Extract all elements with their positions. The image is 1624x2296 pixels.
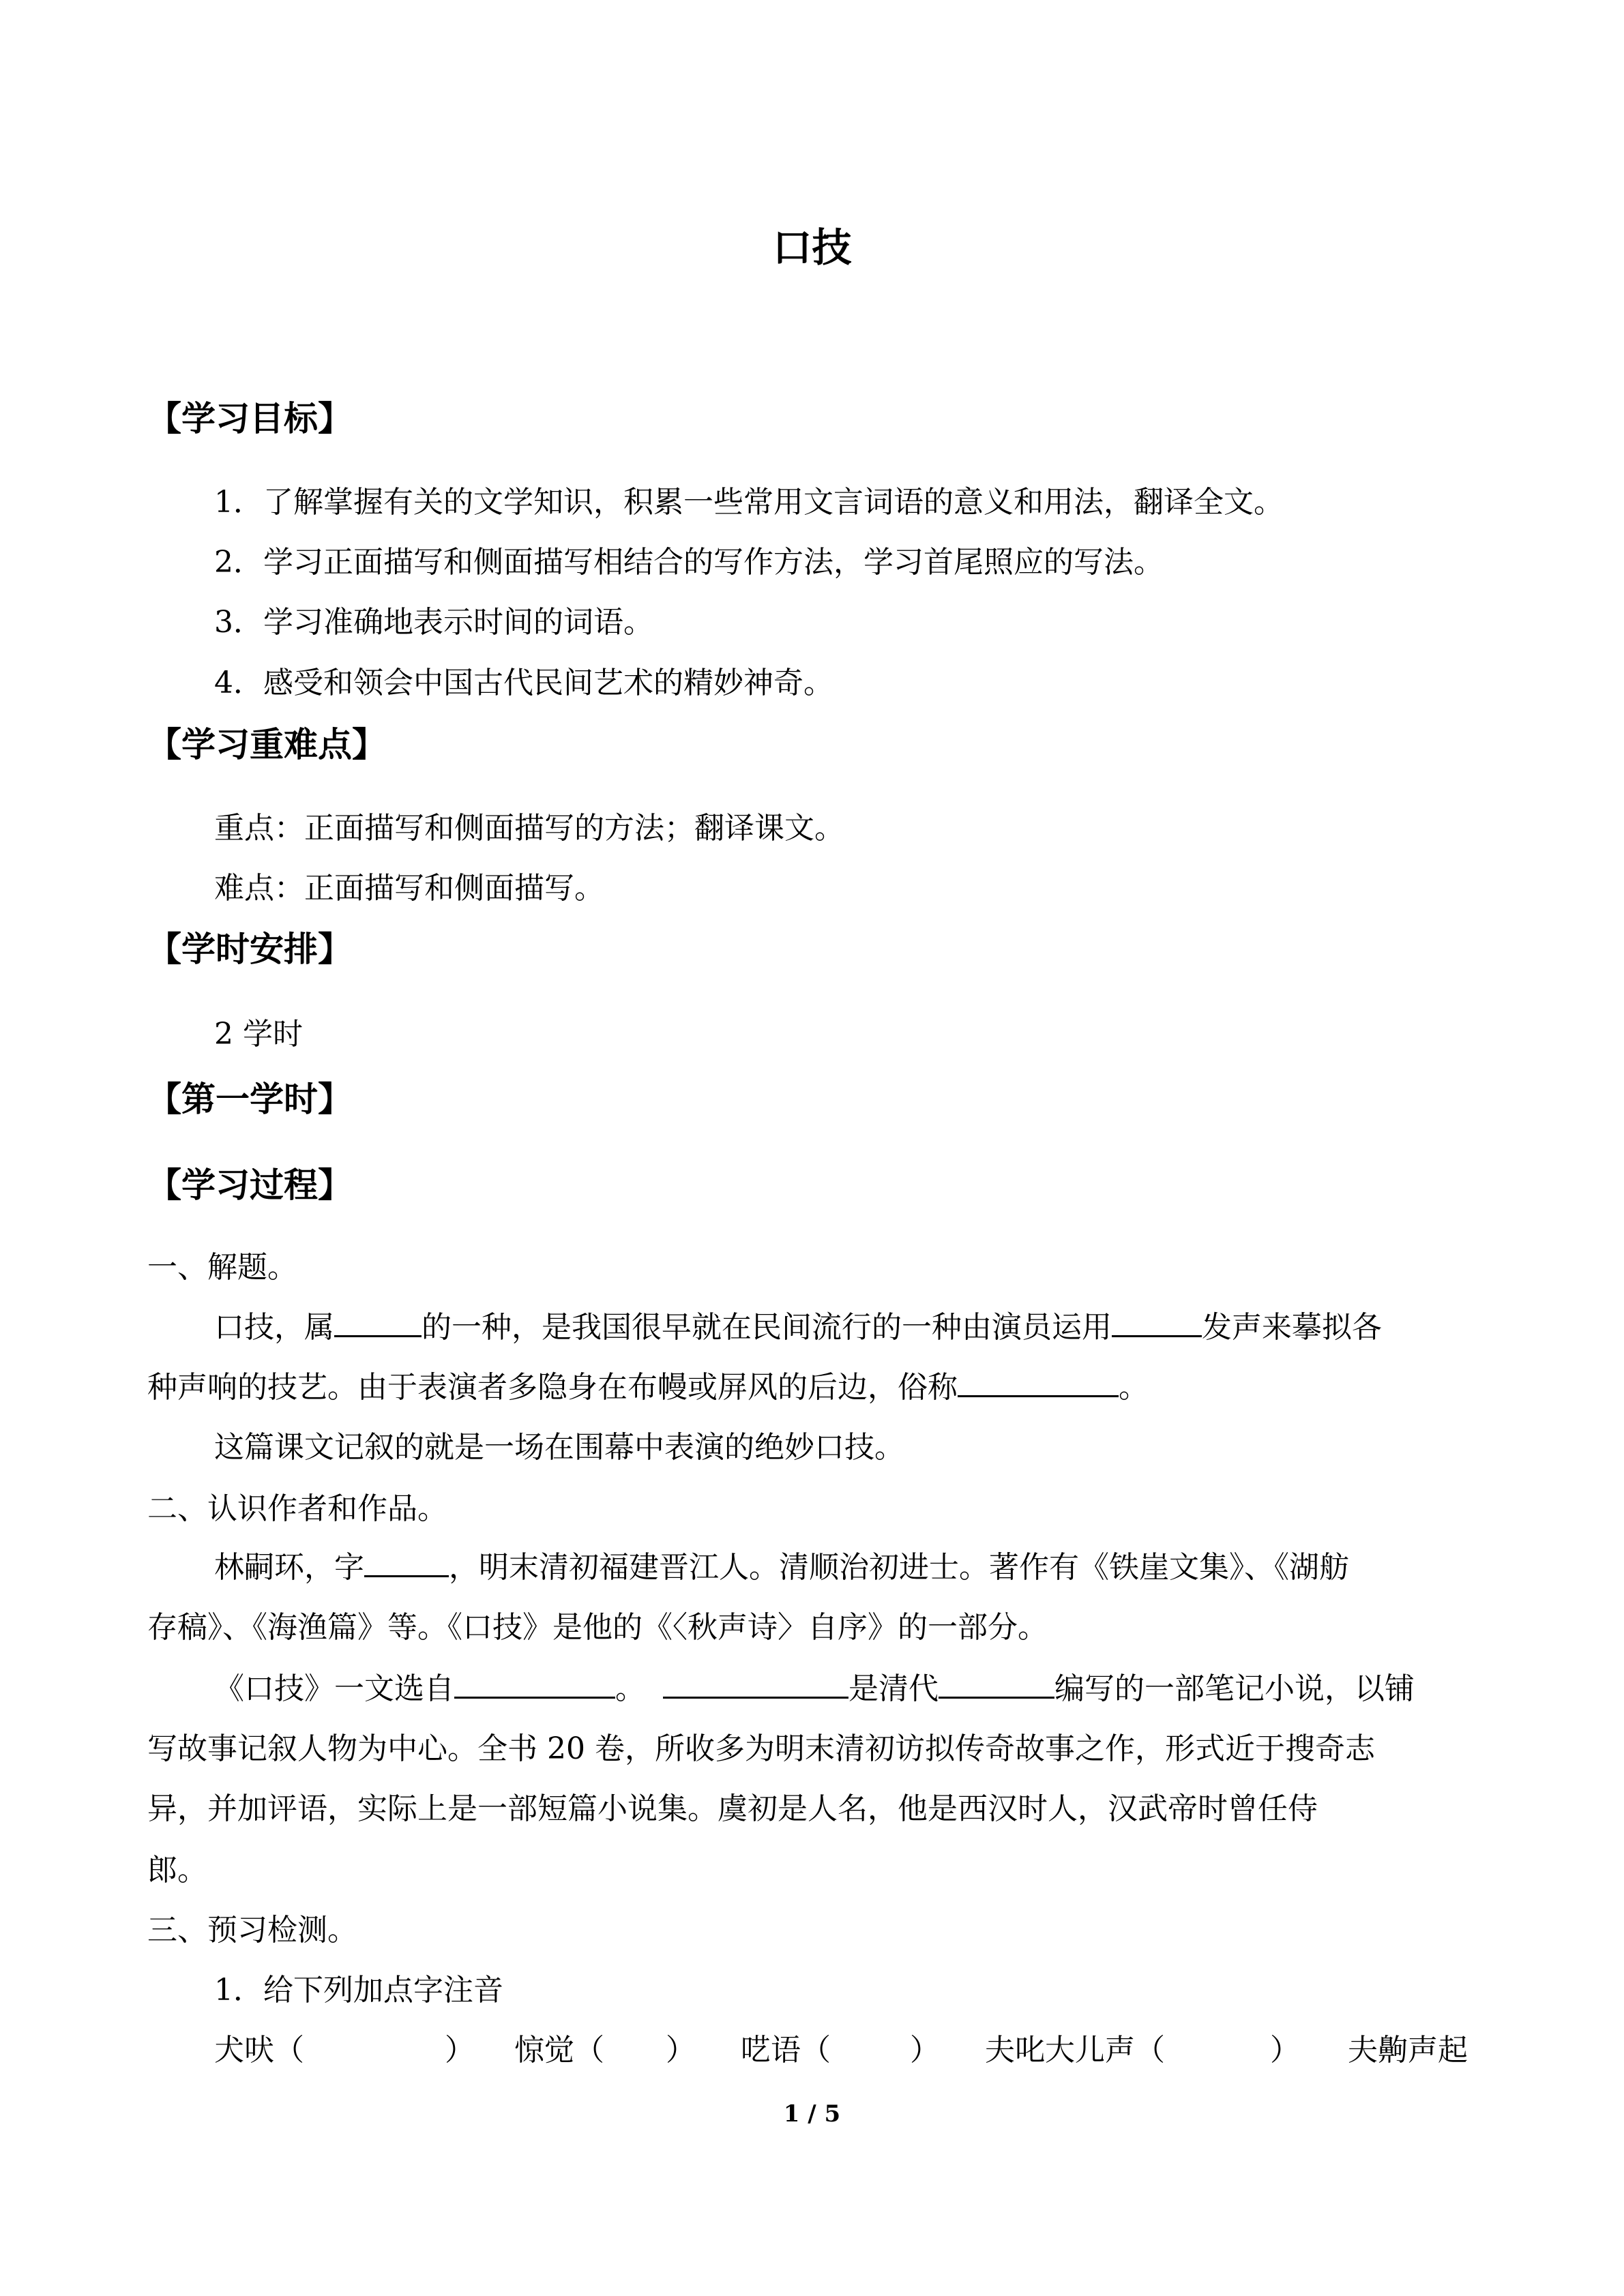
fill-blank	[663, 1669, 848, 1699]
goal-item: 1．了解掌握有关的文学知识，积累一些常用文言词语的意义和用法，翻译全文。	[214, 485, 1284, 520]
page-number: 1 / 5	[783, 2100, 841, 2128]
key-point-text: 重点：正面描写和侧面描写的方法；翻译课文。	[214, 811, 844, 846]
goal-item: 2．学习正面描写和侧面描写相结合的写作方法，学习首尾照应的写法。	[214, 545, 1164, 580]
schedule-text: 2 学时	[214, 1017, 303, 1052]
pinyin-item-close: ）	[910, 2033, 940, 2068]
fill-blank	[939, 1669, 1054, 1699]
pinyin-item: 夫齁声起	[1348, 2033, 1468, 2068]
part1-paragraph-line: 这篇课文记叙的就是一场在围幕中表演的绝妙口技。	[214, 1430, 904, 1465]
pinyin-item: 犬吠（	[214, 2033, 304, 2068]
part2-paragraph-line: 郎。	[147, 1853, 207, 1888]
pinyin-item-close: ）	[1270, 2033, 1300, 2068]
text-segment: ，明末清初福建晋江人。清顺治初进士。著作有《铁崖文集》、《湖舫	[449, 1550, 1349, 1585]
section-heading-process: 【学习过程】	[147, 1165, 352, 1205]
part2-paragraph-line: 存稿》、《海渔篇》等。《口技》是他的《〈秋声诗〉自序》的一部分。	[147, 1610, 1048, 1645]
part2-heading: 二、认识作者和作品。	[147, 1491, 447, 1526]
part2-paragraph-line: 异，并加评语，实际上是一部短篇小说集。虞初是人名，他是西汉时人，汉武帝时曾任侍	[147, 1791, 1318, 1826]
pinyin-item-close: ）	[666, 2033, 696, 2068]
goal-item: 4．感受和领会中国古代民间艺术的精妙神奇。	[214, 666, 833, 700]
text-segment: 的一种，是我国很早就在民间流行的一种由演员运用	[422, 1310, 1112, 1345]
section-heading-first-period: 【第一学时】	[147, 1079, 352, 1119]
text-segment: 是清代	[848, 1671, 939, 1706]
section-heading-schedule: 【学时安排】	[147, 929, 352, 969]
part1-paragraph-line	[147, 1362, 1149, 1406]
text-segment: 编写的一部笔记小说，以铺	[1054, 1671, 1415, 1706]
pinyin-item: 夫叱大儿声（	[985, 2033, 1165, 2068]
text-segment: 种声响的技艺。由于表演者多隐身在布幔或屏风的后边，俗称	[147, 1370, 958, 1405]
part2-paragraph-line	[214, 1542, 1349, 1586]
part2-paragraph-line	[214, 1664, 1415, 1708]
text-segment: 林嗣环，字	[214, 1550, 364, 1585]
text-segment: 发声来摹拟各	[1202, 1310, 1382, 1345]
fill-blank	[1112, 1308, 1202, 1337]
fill-blank	[334, 1308, 422, 1337]
goal-item: 3．学习准确地表示时间的词语。	[214, 605, 653, 640]
part2-paragraph-line: 写故事记叙人物为中心。全书 20 卷，所收多为明末清初访拟传奇故事之作，形式近于搜奇志	[147, 1731, 1375, 1766]
section-heading-goals: 【学习目标】	[147, 399, 352, 438]
pinyin-item: 呓语（	[741, 2033, 831, 2068]
section-heading-key-points: 【学习重难点】	[147, 725, 386, 764]
fill-blank	[454, 1669, 615, 1699]
pinyin-item-close: ）	[445, 2033, 475, 2068]
text-segment: 口技，属	[214, 1310, 334, 1345]
fill-blank	[958, 1368, 1119, 1397]
part1-heading: 一、解题。	[147, 1250, 297, 1285]
fill-blank	[364, 1548, 449, 1577]
text-segment: 。	[1119, 1370, 1149, 1405]
part1-paragraph-line	[214, 1302, 1382, 1346]
difficult-point-text: 难点：正面描写和侧面描写。	[214, 871, 604, 906]
text-segment: 《口技》一文选自	[214, 1671, 454, 1706]
pinyin-item: 惊觉（	[514, 2033, 604, 2068]
text-segment: 。	[615, 1671, 645, 1706]
part3-question: 1．给下列加点字注音	[214, 1973, 503, 2008]
part3-heading: 三、预习检测。	[147, 1913, 357, 1948]
page-title: 口技	[772, 224, 852, 271]
